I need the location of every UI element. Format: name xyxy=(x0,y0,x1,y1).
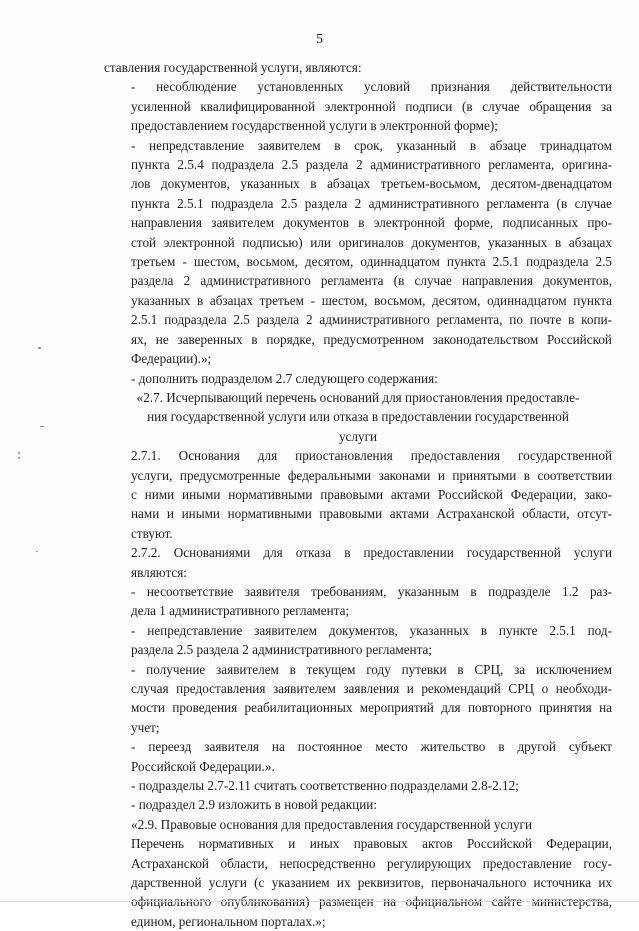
text-line: предоставлением государственной услуги в электронной форме); xyxy=(131,118,498,134)
text-line: услуги xyxy=(338,428,378,444)
text-line: «2.7. Исчерпывающий перечень оснований для приостановления предоставле- xyxy=(136,389,580,405)
text-line: стой электронной подписью) или оригиналов документов, указанных в абзацах xyxy=(131,234,612,250)
text-line: нами и иными нормативными правовыми актами Астраханской области, отсут- xyxy=(131,506,612,522)
text-line: - переезд заявителя на постоянное место жительство в другой субъект xyxy=(131,739,612,755)
text-line: указанных в абзацах третьем - шестом, восьмом, десятом, одиннадцатом пункта xyxy=(131,292,612,308)
section-heading xyxy=(104,388,612,446)
paragraph xyxy=(104,737,612,776)
text-line: учет; xyxy=(131,719,160,735)
scan-speck xyxy=(40,426,44,427)
text-line: третьем - шестом, восьмом, десятом, одиннадцатом пункта 2.5.1 подраздела 2.5 xyxy=(131,254,612,270)
paragraph xyxy=(104,834,612,931)
text-line: с ними иными нормативными правовыми актами Российской Федерации, зако- xyxy=(131,486,612,502)
text-line: ния государственной услуги или отказа в предоставлении государственной xyxy=(147,409,569,425)
scan-speck xyxy=(18,457,20,459)
text-line: Российской Федерации.». xyxy=(131,758,275,774)
text-line: мости проведения реабилитационных мероприятий для повторного принятия на xyxy=(131,700,612,716)
paragraph xyxy=(104,446,612,543)
paragraph xyxy=(104,77,612,135)
paragraph xyxy=(104,815,612,834)
paragraph xyxy=(104,58,612,77)
text-line: «2.9. Правовые основания для предоставления государственной услуги xyxy=(131,816,533,832)
text-line: усиленной квалифицированной электронной подписи (в случае обращения за xyxy=(131,98,612,114)
text-line: ствуют. xyxy=(131,525,173,541)
paragraph xyxy=(104,582,612,621)
page-number: 5 xyxy=(316,32,323,47)
text-line: пункта 2.5.4 подраздела 2.5 раздела 2 административного регламента, оригина- xyxy=(131,157,612,173)
text-line: Федерации).»; xyxy=(131,351,212,367)
text-line: - непредставление заявителем в срок, указанный в абзаце тринадцатом xyxy=(131,137,612,153)
text-line: - несоблюдение установленных условий признания действительности xyxy=(131,79,612,95)
paragraph xyxy=(104,136,612,369)
scan-speck xyxy=(18,452,20,454)
text-line: ставления государственной услуги, являются: xyxy=(104,60,362,75)
scan-speck xyxy=(36,551,38,552)
text-line: - получение заявителем в текущем году путевки в СРЦ, за исключением xyxy=(131,661,612,677)
text-line: 2.7.2. Основаниями для отказа в предоставлении государственной услуги xyxy=(131,545,612,561)
text-line: - несоответствие заявителя требованиям, указанным в подразделе 1.2 раз- xyxy=(131,583,612,599)
text-line: - дополнить подразделом 2.7 следующего содержания: xyxy=(131,370,438,386)
text-line: пункта 2.5.1 подраздела 2.5 раздела 2 административного регламента (в случае xyxy=(131,195,612,211)
text-line: случая предоставления заявителем заявления и рекомендаций СРЦ о необходи- xyxy=(131,681,612,696)
paragraph xyxy=(104,660,612,738)
text-line: - непредставление заявителем документов, указанных в пункте 2.5.1 под- xyxy=(131,622,612,638)
paragraph xyxy=(104,621,612,660)
text-line: дела 1 административного регламента; xyxy=(131,603,350,619)
text-line: - подраздел 2.9 изложить в новой редакции: xyxy=(131,797,378,813)
document-body xyxy=(104,58,612,931)
text-line: направления заявителем документов в электронной форме, подписанных про- xyxy=(131,215,612,231)
text-line: Астраханской области, непосредственно регулирующих предоставление госу- xyxy=(131,855,612,871)
paragraph xyxy=(104,795,612,814)
scan-speck xyxy=(38,347,41,349)
text-line: дарственной услуги (с указанием их реквизитов, первоначального источника их xyxy=(131,875,612,891)
text-line: ях, не заверенных в порядке, предусмотренном законодательством Российской xyxy=(131,331,612,347)
scan-bottom-edge xyxy=(0,901,639,902)
text-line: едином, региональном порталах.»; xyxy=(131,913,326,929)
text-line: являются: xyxy=(131,564,187,580)
text-line: услуги, предусмотренные федеральными законами и принятыми в соответствии xyxy=(131,467,612,483)
text-line: 2.5.1 подраздела 2.5 раздела 2 административного регламента, по почте в копи- xyxy=(131,312,612,328)
paragraph xyxy=(104,776,612,795)
paragraph xyxy=(104,543,612,582)
text-line: раздела 2 административного регламента (в случае направления документов, xyxy=(131,273,612,289)
text-line: лов документов, указанных в абзацах третьем-восьмом, десятом-двенадцатом xyxy=(131,176,612,192)
text-line: 2.7.1. Основания для приостановления предоставления государственной xyxy=(131,448,612,464)
text-line xyxy=(104,892,612,911)
text-line: раздела 2.5 раздела 2 административного регламента; xyxy=(131,642,433,658)
paragraph xyxy=(104,369,612,388)
text-line: - подразделы 2.7-2.11 считать соответственно подразделами 2.8-2.12; xyxy=(131,778,519,794)
text-line: Перечень нормативных и иных правовых актов Российской Федерации, xyxy=(131,836,612,852)
